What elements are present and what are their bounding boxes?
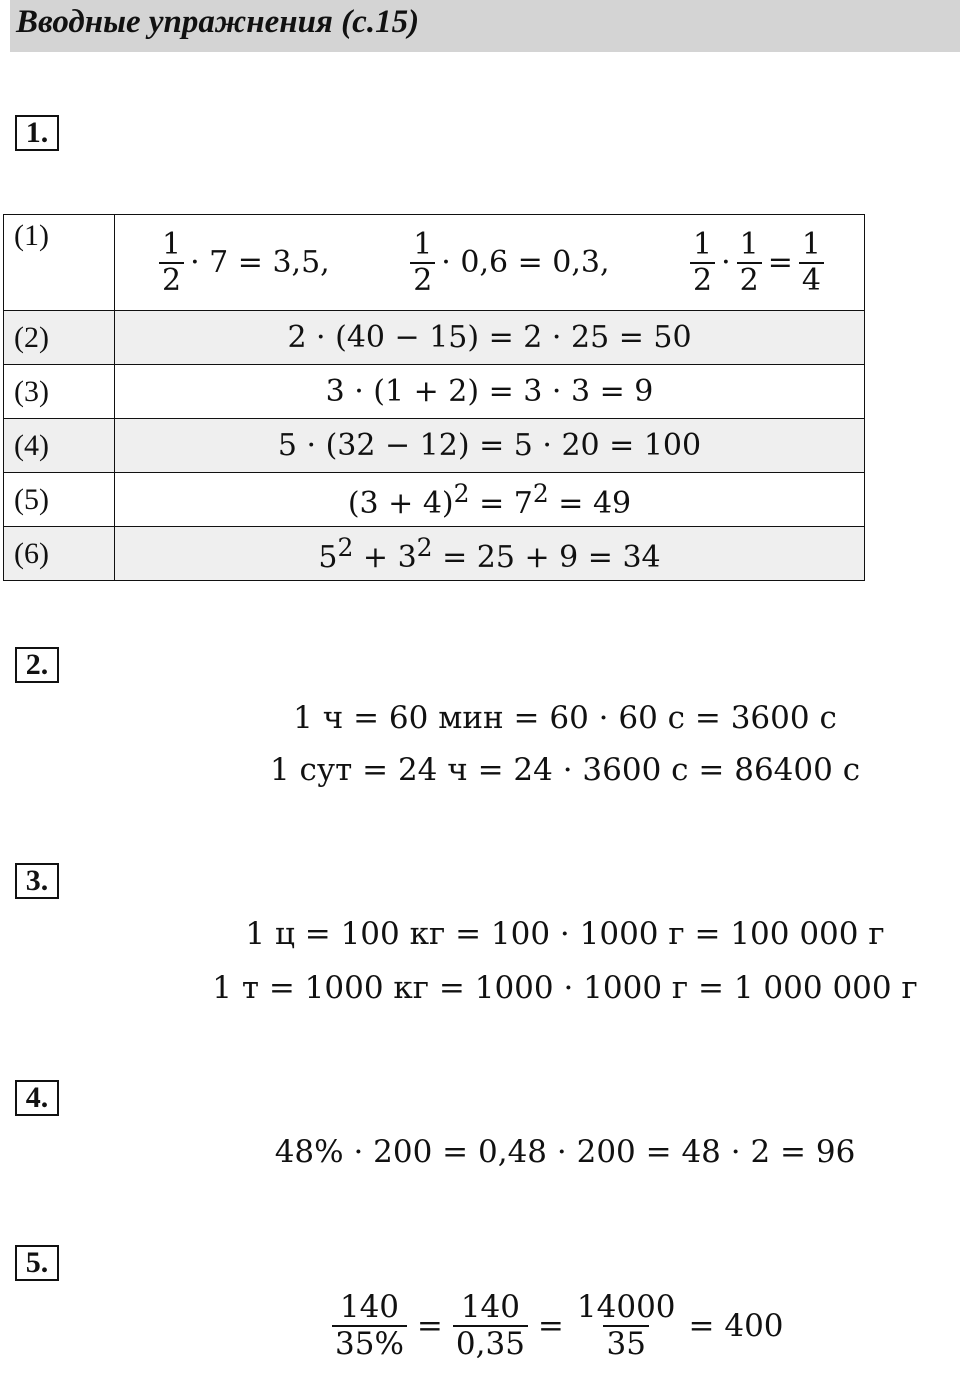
row-expression: 3 · (1 + 2) = 3 · 3 = 9	[115, 365, 865, 419]
expr-a: $\frac{1}{2}$ · 7 = 3,5,	[159, 228, 330, 297]
task-label-4: 4.	[15, 1080, 59, 1116]
task-label-1: 1.	[15, 115, 59, 151]
row-number: (6)	[4, 527, 115, 581]
table-row	[4, 527, 865, 581]
exercise-1-table	[3, 214, 865, 581]
fraction: $\frac{14000}{35}$	[576, 1289, 676, 1362]
expr-b: $\frac{1}{2}$ · 0,6 = 0,3,	[410, 228, 609, 297]
task-label-3: 3.	[15, 863, 59, 899]
row-expression	[115, 215, 865, 311]
exercise-2-line-1: 1 ч = 60 мин = 60 · 60 с = 3600 с	[293, 700, 837, 736]
table-row	[4, 419, 865, 473]
fraction: $\frac{140}{0,35}$	[453, 1290, 528, 1361]
table-row	[4, 215, 865, 311]
exercise-3-line-1: 1 ц = 100 кг = 100 · 1000 г = 100 000 г	[245, 916, 885, 952]
exercise-3-line-2: 1 т = 1000 кг = 1000 · 1000 г = 1 000 000 г	[212, 970, 918, 1006]
table-row	[4, 365, 865, 419]
row-number: (2)	[4, 311, 115, 365]
row-expression: 5 · (32 − 12) = 5 · 20 = 100	[115, 419, 865, 473]
row-expression: $5^2 + 3^2 = 25 + 9 = 34$	[115, 527, 865, 581]
row-number: (3)	[4, 365, 115, 419]
row-expression: $(3 + 4)^2 = 7^2 = 49$	[115, 473, 865, 527]
page-title: Вводные упражнения (с.15)	[16, 4, 420, 40]
table-row	[4, 473, 865, 527]
expr-c: $\frac{1}{2}$ · $\frac{1}{2}$ = $\frac{1}{4}$	[690, 228, 824, 297]
exercise-5-expression: $\frac{140}{35\%}$ = $\frac{140}{0,35}$ = $\frac{14000}{35}$ = 400	[332, 1290, 784, 1361]
page-header	[10, 0, 960, 52]
fraction: $\frac{140}{35\%}$	[332, 1290, 407, 1361]
table-row	[4, 311, 865, 365]
exercise-2-line-2: 1 сут = 24 ч = 24 · 3600 с = 86400 с	[269, 752, 861, 788]
row-expression: 2 · (40 − 15) = 2 · 25 = 50	[115, 311, 865, 365]
task-label-2: 2.	[15, 647, 59, 683]
row-number: (4)	[4, 419, 115, 473]
row-number: (1)	[4, 215, 115, 311]
row-number: (5)	[4, 473, 115, 527]
exercise-4-line-1: 48% · 200 = 0,48 · 200 = 48 · 2 = 96	[274, 1134, 856, 1170]
task-label-5: 5.	[15, 1245, 59, 1281]
